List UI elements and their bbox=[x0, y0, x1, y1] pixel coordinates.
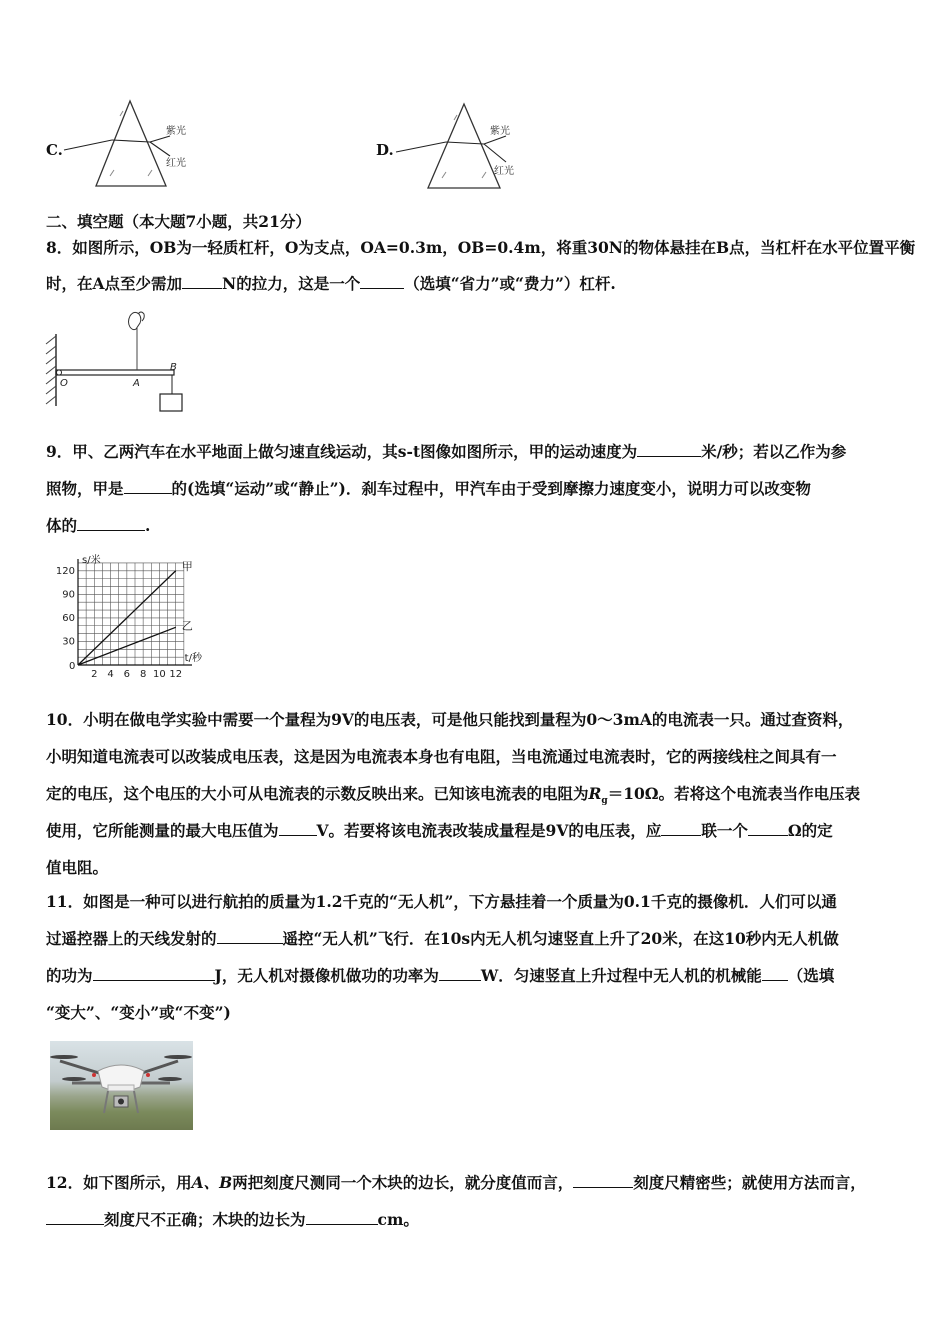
q10-blank-connection[interactable] bbox=[661, 821, 701, 836]
q12-blank-incorrect[interactable] bbox=[46, 1210, 104, 1225]
series-label-2: 乙 bbox=[181, 619, 193, 633]
q9-blank-motion[interactable] bbox=[124, 479, 172, 494]
x-tick-label: 4 bbox=[107, 669, 114, 680]
y-tick-label: 120 bbox=[55, 565, 75, 577]
q10-line3: 定的电压，这个电压的大小可从电流表的示数反映出来。已知该电流表的电阻为$R_g=10\Omega$。若将这个电流表当作电压表 bbox=[46, 784, 861, 807]
drone-photo bbox=[50, 1041, 193, 1130]
q9-line3: 体的 . bbox=[46, 516, 151, 535]
st-chart bbox=[50, 553, 220, 680]
option-c-label: C. bbox=[46, 141, 63, 159]
q12-blank-precise[interactable] bbox=[573, 1173, 633, 1188]
q10-line5: 值电阻。 bbox=[46, 858, 109, 877]
x-tick-label: 10 bbox=[153, 669, 166, 680]
q9-blank-effect[interactable] bbox=[77, 516, 145, 531]
q9-line2: 照物，甲是 的(选填“运动”或“静止”)．刹车过程中，甲汽车由于受到摩擦力速度变小，说明力可以改变物 bbox=[46, 479, 811, 498]
x-tick-label: 2 bbox=[91, 669, 98, 680]
x-tick-label: 8 bbox=[139, 669, 147, 680]
q11-blank-wave[interactable] bbox=[217, 929, 283, 944]
option-d-label: D. bbox=[376, 141, 394, 159]
chart-xlabel: t/秒 bbox=[184, 653, 202, 664]
q10-blank-resistance[interactable] bbox=[748, 821, 788, 836]
q11-line2: 过遥控器上的天线发射的 遥控“无人机”飞行．在10s内无人机匀速竖直上升了20米，在这10秒内无人机做 bbox=[46, 929, 839, 948]
q12-line2: 刻度尺不正确；木块的边长为 cm。 bbox=[46, 1210, 419, 1230]
prism-figure-d bbox=[394, 100, 534, 192]
lever-label-a: A bbox=[133, 378, 140, 389]
prism-figure-c bbox=[62, 96, 202, 192]
q12-line1: 12．如下图所示，用A、B两把刻度尺测同一个木块的边长，就分度值而言， 刻度尺精密些；就使用方法而言， bbox=[46, 1173, 866, 1192]
q10-line4: 使用，它所能测量的最大电压值为 V。若要将该电流表改装成量程是9V的电压表，应 联一个 Ω的定 bbox=[46, 821, 833, 840]
q8-blank-lever-type[interactable] bbox=[360, 274, 404, 289]
y-tick-label: 60 bbox=[62, 612, 75, 624]
d-red-label: 红光 bbox=[494, 166, 514, 177]
q11-blank-work[interactable] bbox=[93, 966, 215, 981]
q9-line1: 9．甲、乙两汽车在水平地面上做匀速直线运动，其s-t图像如图所示，甲的运动速度为 米/秒；若以乙作为参 bbox=[46, 442, 847, 461]
q11-line4: “变大”、“变小”或“不变”) bbox=[46, 1003, 231, 1022]
chart-origin-label: 0 bbox=[69, 661, 76, 672]
q9-blank-speed[interactable] bbox=[637, 442, 701, 457]
q11-blank-power[interactable] bbox=[439, 966, 481, 981]
q8-blank-force[interactable] bbox=[182, 274, 222, 289]
y-tick-label: 90 bbox=[62, 589, 75, 601]
q11-blank-energy[interactable] bbox=[762, 966, 788, 981]
c-red-label: 红光 bbox=[166, 158, 186, 169]
q8-line2: 时，在A点至少需加 N的拉力，这是一个 （选填“省力”或“费力”）杠杆. bbox=[46, 274, 616, 293]
q10-line1: 10．小明在做电学实验中需要一个量程为9V的电压表，可是他只能找到量程为0～3mA的电流表一只。通过查资料， bbox=[46, 710, 854, 729]
x-tick-label: 12 bbox=[169, 669, 183, 680]
q12-blank-length[interactable] bbox=[306, 1210, 378, 1225]
x-tick-label: 6 bbox=[123, 669, 131, 680]
d-purple-label: 紫光 bbox=[490, 126, 510, 137]
q10-blank-voltage[interactable] bbox=[279, 821, 317, 836]
q11-line1: 11．如图是一种可以进行航拍的质量为1.2千克的“无人机”，下方悬挂着一个质量为0.1千克的摄像机．人们可以通 bbox=[46, 892, 837, 911]
c-purple-label: 紫光 bbox=[166, 126, 186, 137]
q10-line2: 小明知道电流表可以改装成电压表，这是因为电流表本身也有电阻，当电流通过电流表时，它的两接线柱之间具有一 bbox=[46, 747, 837, 766]
lever-figure bbox=[42, 308, 192, 412]
lever-label-o: O bbox=[60, 378, 68, 389]
y-tick-label: 30 bbox=[62, 636, 75, 648]
lever-label-b: B bbox=[170, 362, 177, 373]
series-label-1: 甲 bbox=[181, 559, 193, 573]
section-title: 二、填空题（本大题7小题，共21分） bbox=[46, 212, 311, 231]
q11-line3: 的功为 J，无人机对摄像机做功的功率为 W．匀速竖直上升过程中无人机的机械能 （选填 bbox=[46, 966, 835, 985]
chart-ylabel: s/米 bbox=[82, 555, 101, 566]
q8-line1: 8．如图所示，OB为一轻质杠杆，O为支点，OA=0.3m，OB=0.4m，将重30N的物体悬挂在B点，当杠杆在水平位置平衡 bbox=[46, 238, 916, 257]
